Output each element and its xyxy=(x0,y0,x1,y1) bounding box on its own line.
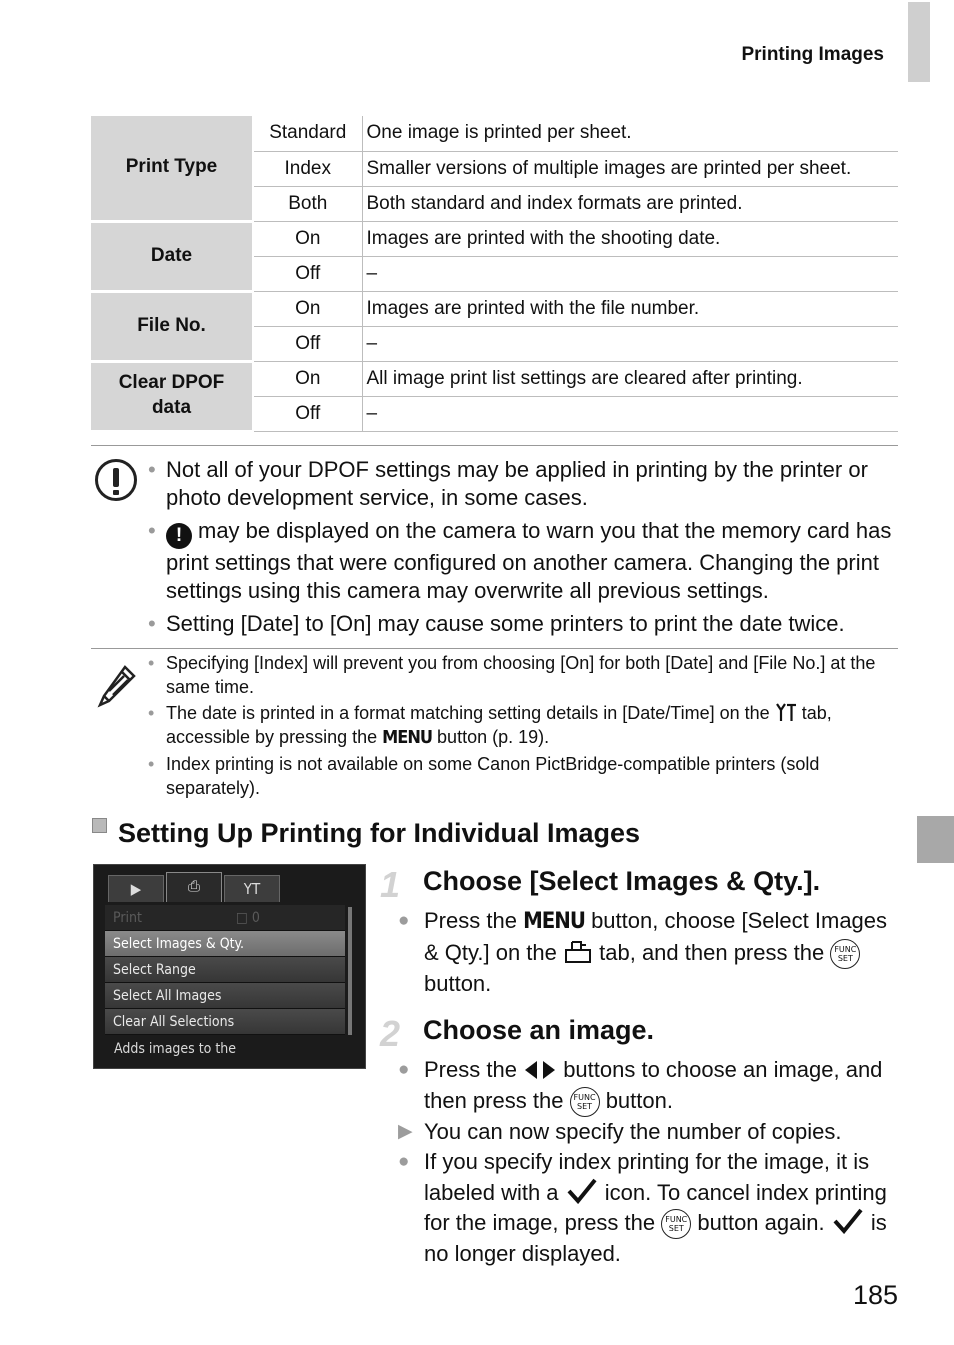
list-item: • Not all of your DPOF settings may be applied in printing by the printer or photo development service, in some cases. xyxy=(148,457,868,510)
description-cell: – xyxy=(362,396,898,431)
table-row xyxy=(91,221,898,256)
list-item: • Index printing is not available on some Canon PictBridge-compatible printers (sold separately). xyxy=(148,754,820,798)
step-text: is no longer displayed. xyxy=(424,1210,887,1267)
memo-text: tab, accessible by pressing the xyxy=(166,703,832,747)
camera-tab-bar xyxy=(108,875,344,902)
camera-menu-screenshot xyxy=(93,864,366,1069)
step-text: If you specify index printing for the image, it is labeled with a xyxy=(424,1149,870,1205)
func-set-button-icon: FUNC SET xyxy=(661,1209,691,1239)
group-label-line: data xyxy=(151,397,192,418)
option-cell: Standard xyxy=(253,116,362,151)
step-text: buttons to choose an image, and then press the xyxy=(424,1057,883,1113)
option-cell: On xyxy=(253,221,362,256)
memo-list xyxy=(148,651,893,802)
left-right-arrows-icon xyxy=(523,1059,557,1081)
memo-text: Index printing is not available on some Canon PictBridge-compatible printers (sold separately). xyxy=(166,754,820,798)
description-cell: All image print list settings are cleared after printing. xyxy=(362,361,898,396)
option-cell: Off xyxy=(253,326,362,361)
description-cell: Images are printed with the shooting date. xyxy=(362,221,898,256)
step-text: Press the xyxy=(424,1057,517,1082)
step-text: icon. To cancel index printing for the image, press the xyxy=(424,1179,887,1236)
step-2-body xyxy=(398,1055,898,1270)
pencil-icon xyxy=(97,664,137,708)
print-settings-table xyxy=(91,116,898,433)
step-text: tab, and then press the xyxy=(599,939,825,965)
chapter-tab-marker xyxy=(917,816,954,863)
step-text: Press the xyxy=(424,908,517,933)
page-number: 185 xyxy=(852,1280,898,1310)
caution-text: Setting [Date] to [On] may cause some printers to print the date twice. xyxy=(166,611,845,636)
menu-button-icon: MENU xyxy=(523,909,585,934)
group-label-print-type: Print Type xyxy=(91,116,253,221)
step-text: You can now specify the number of copies. xyxy=(424,1118,842,1144)
group-label-clear-dpof xyxy=(91,361,253,431)
print-tab-icon xyxy=(563,940,593,964)
memo-text: button (p. 19). xyxy=(437,727,550,747)
description-cell: Images are printed with the file number. xyxy=(362,291,898,326)
option-cell: Off xyxy=(253,396,362,431)
table-row xyxy=(91,116,898,151)
group-label-date: Date xyxy=(91,221,253,291)
list-item: • The date is printed in a format matching setting details in [Date/Time] on the tab, accessible by pressing the MENU button (p. 19). xyxy=(148,703,832,748)
step-text: button, choose [Select Images & Qty.] on the xyxy=(424,908,888,965)
section-marker-icon xyxy=(92,818,107,833)
print-tab-icon: ⎙ xyxy=(166,872,222,902)
list-item: • Setting [Date] to [On] may cause some printers to print the date twice. xyxy=(148,611,845,636)
step-number: 1 xyxy=(380,864,401,905)
camera-menu-label: Print xyxy=(113,910,142,926)
group-label-file-no: File No. xyxy=(91,291,253,361)
func-set-button-icon: FUNC SET xyxy=(830,939,860,969)
camera-help-text: Adds images to the xyxy=(114,1041,237,1057)
list-item: ● If you specify index printing for the image, it is labeled with a icon. To cancel index printing for the image, press the FUNC SET button again. is no longer displayed. xyxy=(398,1149,887,1267)
warning-badge-icon: ! xyxy=(166,523,192,549)
divider xyxy=(91,648,898,649)
list-item: • Specifying [Index] will prevent you from choosing [On] for both [Date] and [File No.] at the same time. xyxy=(148,653,876,697)
camera-menu-item: Clear All Selections xyxy=(105,1009,345,1035)
memo-text: Specifying [Index] will prevent you from choosing [On] for both [Date] and [File No.] at the same time. xyxy=(166,653,876,697)
step-1-body xyxy=(398,906,898,999)
description-cell: – xyxy=(362,326,898,361)
table-row xyxy=(91,291,898,326)
list-item: ● Press the MENU button, choose [Select Images & Qty.] on the tab, and then press the FUNC SET button. xyxy=(398,908,888,996)
camera-menu-count: □ 0 xyxy=(235,910,260,926)
option-cell: On xyxy=(253,291,362,326)
caution-text: Not all of your DPOF settings may be applied in printing by the printer or photo development service, in some cases. xyxy=(166,457,868,510)
memo-text: The date is printed in a format matching setting details in [Date/Time] on the xyxy=(166,703,770,723)
checkmark-icon xyxy=(565,1178,599,1204)
divider xyxy=(91,445,898,446)
table-row xyxy=(91,361,898,396)
chapter-tab-top xyxy=(908,2,930,82)
result-arrow-icon: ▶ xyxy=(398,1120,413,1142)
description-cell: – xyxy=(362,256,898,291)
camera-menu-item: Select Images & Qty. xyxy=(105,931,345,957)
description-cell: One image is printed per sheet. xyxy=(362,116,898,151)
playback-tab-icon: ▶ xyxy=(108,875,164,902)
list-item: ● Press the buttons to choose an image, and then press the FUNC SET button. xyxy=(398,1055,898,1117)
step-text: button. xyxy=(605,1087,673,1113)
camera-menu-item: Select Range xyxy=(105,957,345,983)
description-cell: Both standard and index formats are printed. xyxy=(362,186,898,221)
camera-scrollbar xyxy=(348,907,352,1035)
list-item xyxy=(398,1117,898,1148)
running-header: Printing Images xyxy=(741,44,884,65)
caution-icon xyxy=(95,459,137,501)
checkmark-icon xyxy=(831,1208,865,1234)
option-cell: Both xyxy=(253,186,362,221)
description-cell: Smaller versions of multiple images are printed per sheet. xyxy=(362,151,898,186)
setup-tab-icon xyxy=(775,702,797,722)
option-cell: Off xyxy=(253,256,362,291)
group-label-line: Clear DPOF xyxy=(118,372,225,394)
section-title: Setting Up Printing for Individual Images xyxy=(118,818,641,848)
camera-menu-list xyxy=(105,905,345,1035)
step-title: Choose an image. xyxy=(423,1015,655,1045)
step-text: button. xyxy=(424,970,492,996)
camera-menu-item xyxy=(105,905,345,931)
camera-menu-item: Select All Images xyxy=(105,983,345,1009)
step-text: button again. xyxy=(697,1210,825,1236)
option-cell: Index xyxy=(253,151,362,186)
step-number: 2 xyxy=(380,1013,401,1054)
list-item: • ! may be displayed on the camera to warn you that the memory card has print settings that were configured on another camera. Changing the print settings using this camera may overwrite all previous settings. xyxy=(148,518,892,603)
caution-list xyxy=(148,456,893,643)
menu-button-icon: MENU xyxy=(382,727,433,748)
step-title: Choose [Select Images & Qty.]. xyxy=(423,866,821,896)
caution-text: may be displayed on the camera to warn you that the memory card has print settings that were configured on another camera. Changing the print settings using this camera may overwrite all previous settings. xyxy=(166,518,892,603)
option-cell: On xyxy=(253,361,362,396)
func-set-button-icon: FUNC SET xyxy=(570,1087,600,1117)
setup-tab-icon: YT xyxy=(224,875,280,902)
